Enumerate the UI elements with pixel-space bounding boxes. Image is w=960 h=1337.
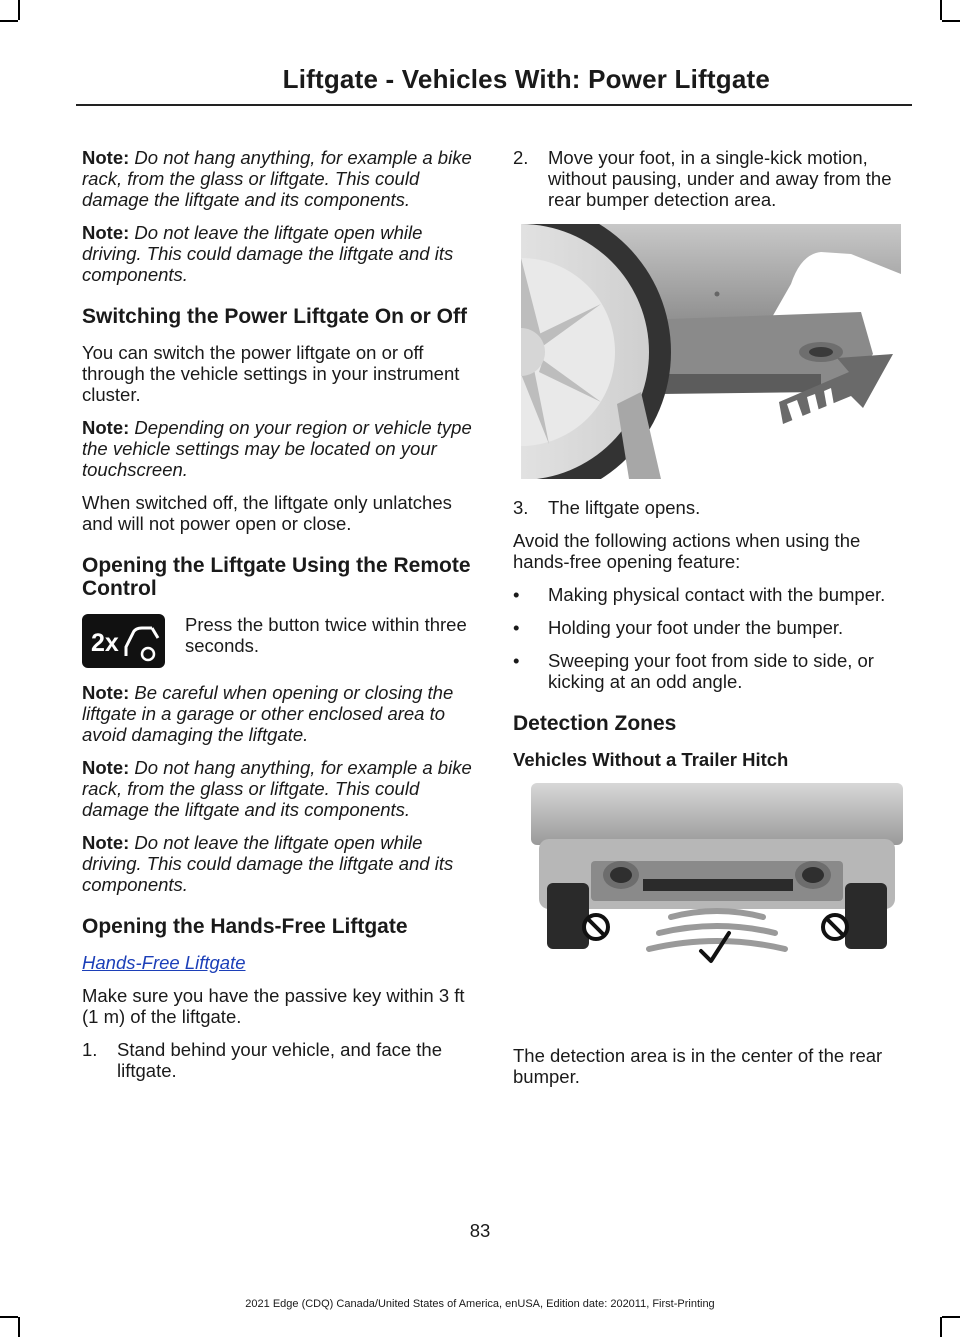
crop-mark: [0, 20, 18, 22]
detection-zone-illustration: [531, 783, 903, 993]
title-divider: [76, 104, 912, 106]
note-paragraph: [82, 757, 477, 820]
note-label: Note:: [82, 832, 130, 853]
note-label: Note:: [82, 222, 130, 243]
switch-paragraph: You can switch the power liftgate on or off through the vehicle settings in your instrument cluster.: [82, 342, 460, 405]
left-column: [82, 147, 477, 1093]
note-label: Note:: [82, 147, 130, 168]
crop-mark: [940, 0, 942, 20]
detection-area-paragraph: The detection area is in the center of the rear bumper.: [513, 1045, 883, 1087]
page-number: 83: [469, 1220, 491, 1241]
note-paragraph: [82, 222, 477, 285]
remote-instruction: [82, 614, 477, 668]
note-text: Be careful when opening or closing the liftgate in a garage or other enclosed area to avoid damaging the liftgate.: [82, 682, 454, 745]
note-paragraph: [82, 417, 477, 480]
list-item: [513, 584, 908, 605]
list-item: [513, 650, 908, 692]
note-text: Do not leave the liftgate open while driving. This could damage the liftgate and its components.: [82, 832, 454, 895]
step-item: [82, 1039, 477, 1081]
prohibited-icon: [584, 915, 608, 939]
step-item: [513, 497, 908, 518]
page-title: Liftgate - Vehicles With: Power Liftgate: [282, 64, 770, 94]
bullet-marker: •: [513, 584, 520, 605]
step-number: 2.: [513, 147, 529, 168]
note-paragraph: [82, 832, 477, 895]
crop-mark: [942, 1316, 960, 1318]
bullet-text: Sweeping your foot from side to side, or kicking at an odd angle.: [548, 650, 874, 692]
kick-motion-illustration: [521, 224, 901, 479]
crop-mark: [940, 1317, 942, 1337]
crop-mark: [18, 0, 20, 20]
note-label: Note:: [82, 682, 130, 703]
right-column: [513, 147, 908, 1099]
subheading-no-trailer-hitch: Vehicles Without a Trailer Hitch: [513, 749, 789, 770]
note-label: Note:: [82, 757, 130, 778]
remote-liftgate-icon: [82, 614, 165, 668]
switched-off-paragraph: When switched off, the liftgate only unlatches and will not power open or close.: [82, 492, 452, 534]
step-number: 1.: [82, 1039, 98, 1060]
note-text: Do not leave the liftgate open while driving. This could damage the liftgate and its components.: [82, 222, 454, 285]
hands-free-liftgate-link[interactable]: Hands-Free Liftgate: [82, 952, 246, 973]
heading-remote-control: Opening the Liftgate Using the Remote Control: [82, 554, 471, 600]
note-text: Depending on your region or vehicle type the vehicle settings may be located on your touchscreen.: [82, 417, 472, 480]
note-label: Note:: [82, 417, 130, 438]
remote-text: Press the button twice within three seconds.: [185, 614, 467, 656]
bullet-text: Holding your foot under the bumper.: [548, 617, 844, 638]
step-number: 3.: [513, 497, 529, 518]
note-text: Do not hang anything, for example a bike rack, from the glass or liftgate. This could damage the liftgate and its components.: [82, 147, 472, 210]
step-text: Move your foot, in a single-kick motion, without pausing, under and away from the rear bumper detection area.: [548, 147, 892, 210]
crop-mark: [18, 1317, 20, 1337]
step-text: The liftgate opens.: [548, 497, 701, 518]
footer-text: 2021 Edge (CDQ) Canada/United States of America, enUSA, Edition date: 202011, First-Printing: [245, 1298, 715, 1310]
heading-switch-liftgate: Switching the Power Liftgate On or Off: [82, 305, 468, 328]
crop-mark: [942, 20, 960, 22]
passive-key-paragraph: Make sure you have the passive key within 3 ft (1 m) of the liftgate.: [82, 985, 465, 1027]
step-text: Stand behind your vehicle, and face the liftgate.: [117, 1039, 443, 1081]
crop-mark: [0, 1316, 18, 1318]
remote-icon-label: 2x: [91, 629, 119, 657]
prohibited-icon: [823, 915, 847, 939]
bullet-text: Making physical contact with the bumper.: [548, 584, 886, 605]
note-paragraph: [82, 147, 477, 210]
note-text: Do not hang anything, for example a bike rack, from the glass or liftgate. This could damage the liftgate and its components.: [82, 757, 472, 820]
avoid-paragraph: Avoid the following actions when using the hands-free opening feature:: [513, 530, 861, 572]
heading-hands-free: Opening the Hands-Free Liftgate: [82, 915, 408, 938]
bullet-marker: •: [513, 617, 520, 638]
heading-detection-zones: Detection Zones: [513, 712, 677, 735]
step-item: [513, 147, 908, 210]
list-item: [513, 617, 908, 638]
note-paragraph: [82, 682, 477, 745]
bullet-marker: •: [513, 650, 520, 671]
